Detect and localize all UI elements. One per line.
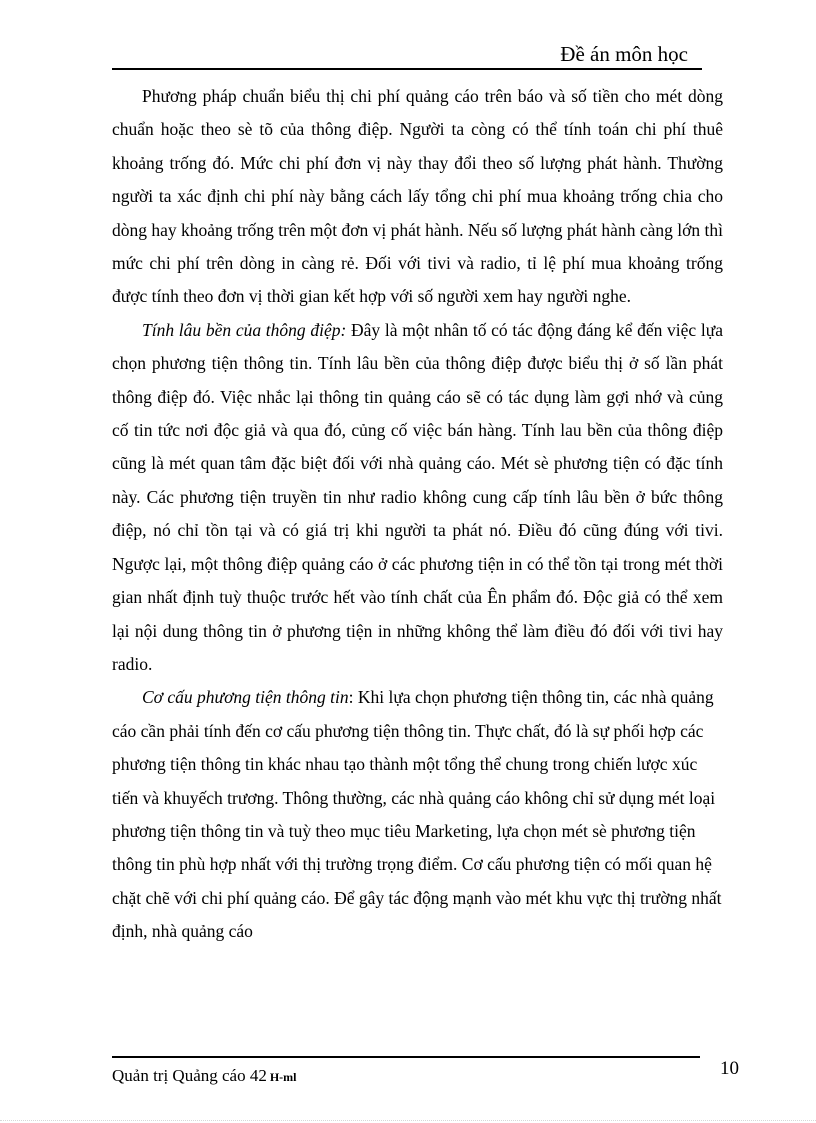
page-edge-divider xyxy=(0,1120,816,1121)
footer-suffix: H-ml xyxy=(269,1070,297,1084)
paragraph-text: : Khi lựa chọn phương tiện thông tin, các nhà quảng cáo cần phải tính đến cơ cấu phương tiện thông tin. Thực chất, đó là sự phối hợp các phương tiện thông tin khác nhau tạo thành một tổng thể chung trong chiến lược xúc tiến và khuyếch trương. Thông thường, các nhà quảng cáo không chỉ sử dụng mét loại phương tiện thông tin và tuỳ theo mục tiêu Marketing, lựa chọn mét sè phương tiện thông tin phù hợp nhất với thị trường trọng điểm. Cơ cấu phương tiện có mối quan hệ chặt chẽ với chi phí quảng cáo. Để gây tác động mạnh vào mét khu vực thị trường nhất định, nhà quảng cáo xyxy=(112,687,722,942)
paragraph-media-mix xyxy=(112,681,723,948)
page-number: 10 xyxy=(720,1058,739,1079)
document-body xyxy=(112,80,723,949)
paragraph-message-durability xyxy=(112,314,723,681)
paragraph-text: Phương pháp chuẩn biểu thị chi phí quảng cáo trên báo và số tiền cho mét dòng chuẩn hoặc theo sè tõ của thông điệp. Người ta còng có thể tính toán chi phí thuê khoảng trống đó. Mức chi phí đơn vị này thay đổi theo số lượng phát hành. Thường người ta xác định chi phí này bằng cách lấy tổng chi phí mua khoảng trống chia cho dòng hay khoảng trống trên một đơn vị phát hành. Nếu số lượng phát hành càng lớn thì mức chi phí trên dòng in càng rẻ. Đối với tivi và radio, tỉ lệ phí mua khoảng trống được tính theo đơn vị thời gian kết hợp với số người xem hay người nghe. xyxy=(112,86,723,307)
paragraph-cost-method xyxy=(112,80,723,314)
footer-divider xyxy=(112,1056,700,1058)
page-header-title: Đề án môn học xyxy=(560,42,688,66)
footer-course-label xyxy=(112,1066,297,1086)
footer-course-text: Quản trị Quảng cáo 42 xyxy=(112,1066,267,1085)
paragraph-text: Đây là một nhân tố có tác động đáng kể đến việc lựa chọn phương tiện thông tin. Tính lâu bền của thông điệp được biểu thị ở số lần phát thông điệp đó. Việc nhắc lại thông tin quảng cáo sẽ có tác dụng làm gợi nhớ và củng cố tin tức nơi độc giả và qua đó, củng cố việc bán hàng. Tính lau bền của thông điệp cũng là mét quan tâm đặc biệt đối với nhà quảng cáo. Mét sè phương tiện có đặc tính này. Các phương tiện truyền tin như radio không cung cấp tính lâu bền ở bức thông điệp, nó chỉ tồn tại và có giá trị khi người ta phát nó. Điều đó cũng đúng với tivi. Ngược lại, một thông điệp quảng cáo ở các phương tiện in có thể tồn tại trong mét thời gian nhất định tuỳ thuộc trước hết vào tính chất của Ên phẩm đó. Độc giả có thể xem lại nội dung thông tin ở phương tiện in những không thể làm điều đó đối với tivi hay radio. xyxy=(112,319,724,674)
paragraph-emphasis: Cơ cấu phương tiện thông tin xyxy=(142,687,349,708)
paragraph-emphasis: Tính lâu bền của thông điệp: xyxy=(142,319,347,340)
header-divider xyxy=(112,68,702,70)
